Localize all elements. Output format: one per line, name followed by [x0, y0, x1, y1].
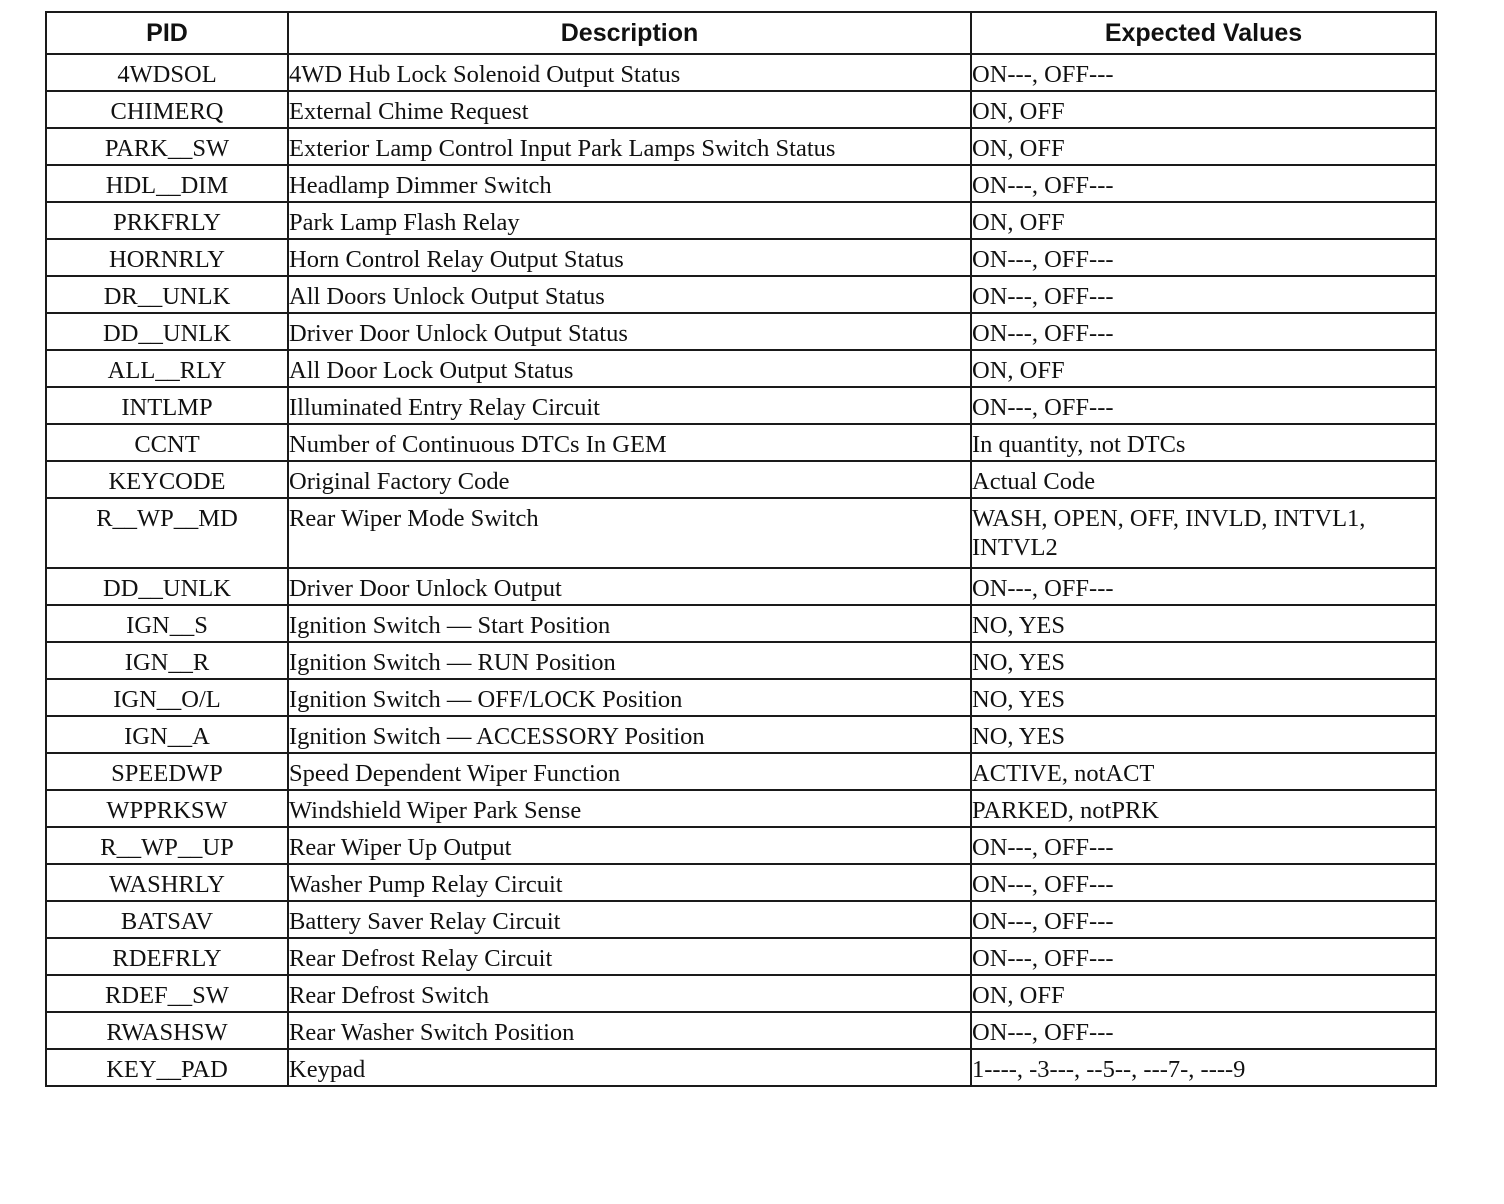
table-row: [46, 91, 1436, 128]
pid-cell: CCNT: [46, 424, 288, 461]
description-cell: All Door Lock Output Status: [288, 350, 971, 387]
description-cell: Battery Saver Relay Circuit: [288, 901, 971, 938]
pid-cell: IGN__A: [46, 716, 288, 753]
table-row: [46, 938, 1436, 975]
pid-cell: DD__UNLK: [46, 568, 288, 605]
table-row: [46, 387, 1436, 424]
expected-values-cell: PARKED, notPRK: [971, 790, 1436, 827]
description-cell: Ignition Switch — OFF/LOCK Position: [288, 679, 971, 716]
description-cell: Exterior Lamp Control Input Park Lamps Switch Status: [288, 128, 971, 165]
description-cell: Headlamp Dimmer Switch: [288, 165, 971, 202]
pid-cell: 4WDSOL: [46, 54, 288, 91]
table-row: [46, 901, 1436, 938]
pid-cell: KEYCODE: [46, 461, 288, 498]
expected-values-cell: ON---, OFF---: [971, 54, 1436, 91]
expected-values-cell: NO, YES: [971, 716, 1436, 753]
header-description: Description: [288, 12, 971, 54]
expected-values-cell: ON, OFF: [971, 128, 1436, 165]
expected-values-cell: ON---, OFF---: [971, 387, 1436, 424]
pid-cell: IGN__S: [46, 605, 288, 642]
expected-values-cell: ON---, OFF---: [971, 938, 1436, 975]
table-row: [46, 753, 1436, 790]
description-cell: Keypad: [288, 1049, 971, 1086]
pid-cell: RDEFRLY: [46, 938, 288, 975]
pid-cell: INTLMP: [46, 387, 288, 424]
description-cell: Number of Continuous DTCs In GEM: [288, 424, 971, 461]
header-row: [46, 12, 1436, 54]
pid-cell: RWASHSW: [46, 1012, 288, 1049]
expected-values-cell: ON---, OFF---: [971, 568, 1436, 605]
pid-cell: HDL__DIM: [46, 165, 288, 202]
table-row: [46, 239, 1436, 276]
pid-cell: IGN__R: [46, 642, 288, 679]
table-row: [46, 790, 1436, 827]
pid-cell: DR__UNLK: [46, 276, 288, 313]
description-cell: Washer Pump Relay Circuit: [288, 864, 971, 901]
pid-cell: PARK__SW: [46, 128, 288, 165]
description-cell: Original Factory Code: [288, 461, 971, 498]
expected-values-cell: ACTIVE, notACT: [971, 753, 1436, 790]
pid-cell: BATSAV: [46, 901, 288, 938]
pid-cell: WASHRLY: [46, 864, 288, 901]
description-cell: Speed Dependent Wiper Function: [288, 753, 971, 790]
expected-values-cell: ON---, OFF---: [971, 165, 1436, 202]
table-row: [46, 54, 1436, 91]
expected-values-cell: ON---, OFF---: [971, 276, 1436, 313]
pid-table: [45, 11, 1437, 1087]
expected-values-cell: WASH, OPEN, OFF, INVLD, INTVL1, INTVL2: [971, 498, 1436, 568]
expected-values-cell: Actual Code: [971, 461, 1436, 498]
description-cell: Rear Defrost Relay Circuit: [288, 938, 971, 975]
description-cell: Windshield Wiper Park Sense: [288, 790, 971, 827]
description-cell: Park Lamp Flash Relay: [288, 202, 971, 239]
table-row: [46, 605, 1436, 642]
description-cell: Ignition Switch — Start Position: [288, 605, 971, 642]
description-cell: Rear Wiper Mode Switch: [288, 498, 971, 568]
table-row: [46, 350, 1436, 387]
table-row: [46, 568, 1436, 605]
expected-values-cell: ON---, OFF---: [971, 1012, 1436, 1049]
table-row: [46, 498, 1436, 568]
header-pid: PID: [46, 12, 288, 54]
expected-values-cell: ON---, OFF---: [971, 864, 1436, 901]
expected-values-cell: ON---, OFF---: [971, 313, 1436, 350]
description-cell: Ignition Switch — RUN Position: [288, 642, 971, 679]
expected-values-cell: ON---, OFF---: [971, 827, 1436, 864]
pid-cell: CHIMERQ: [46, 91, 288, 128]
table-row: [46, 716, 1436, 753]
expected-values-cell: ON---, OFF---: [971, 901, 1436, 938]
expected-values-cell: NO, YES: [971, 679, 1436, 716]
pid-cell: R__WP__MD: [46, 498, 288, 568]
pid-cell: KEY__PAD: [46, 1049, 288, 1086]
description-cell: Illuminated Entry Relay Circuit: [288, 387, 971, 424]
table-row: [46, 165, 1436, 202]
table-row: [46, 1012, 1436, 1049]
pid-cell: DD__UNLK: [46, 313, 288, 350]
table-row: [46, 276, 1436, 313]
description-cell: Driver Door Unlock Output Status: [288, 313, 971, 350]
expected-values-cell: ON, OFF: [971, 91, 1436, 128]
pid-cell: PRKFRLY: [46, 202, 288, 239]
description-cell: 4WD Hub Lock Solenoid Output Status: [288, 54, 971, 91]
table-row: [46, 975, 1436, 1012]
header-expected-values: Expected Values: [971, 12, 1436, 54]
table-row: [46, 202, 1436, 239]
pid-cell: R__WP__UP: [46, 827, 288, 864]
expected-values-cell: NO, YES: [971, 642, 1436, 679]
pid-cell: HORNRLY: [46, 239, 288, 276]
table-row: [46, 1049, 1436, 1086]
description-cell: Horn Control Relay Output Status: [288, 239, 971, 276]
table-row: [46, 128, 1436, 165]
pid-cell: ALL__RLY: [46, 350, 288, 387]
table-row: [46, 424, 1436, 461]
table-row: [46, 864, 1436, 901]
description-cell: Rear Defrost Switch: [288, 975, 971, 1012]
pid-cell: SPEEDWP: [46, 753, 288, 790]
description-cell: Rear Wiper Up Output: [288, 827, 971, 864]
expected-values-cell: In quantity, not DTCs: [971, 424, 1436, 461]
table-row: [46, 679, 1436, 716]
pid-cell: IGN__O/L: [46, 679, 288, 716]
expected-values-cell: ON, OFF: [971, 975, 1436, 1012]
description-cell: Driver Door Unlock Output: [288, 568, 971, 605]
pid-cell: RDEF__SW: [46, 975, 288, 1012]
table-row: [46, 827, 1436, 864]
expected-values-cell: ON, OFF: [971, 350, 1436, 387]
expected-values-cell: NO, YES: [971, 605, 1436, 642]
expected-values-cell: ON---, OFF---: [971, 239, 1436, 276]
expected-values-cell: 1----, -3---, --5--, ---7-, ----9: [971, 1049, 1436, 1086]
description-cell: Rear Washer Switch Position: [288, 1012, 971, 1049]
description-cell: External Chime Request: [288, 91, 971, 128]
table-row: [46, 313, 1436, 350]
description-cell: All Doors Unlock Output Status: [288, 276, 971, 313]
table-row: [46, 642, 1436, 679]
pid-cell: WPPRKSW: [46, 790, 288, 827]
table-row: [46, 461, 1436, 498]
description-cell: Ignition Switch — ACCESSORY Position: [288, 716, 971, 753]
expected-values-cell: ON, OFF: [971, 202, 1436, 239]
